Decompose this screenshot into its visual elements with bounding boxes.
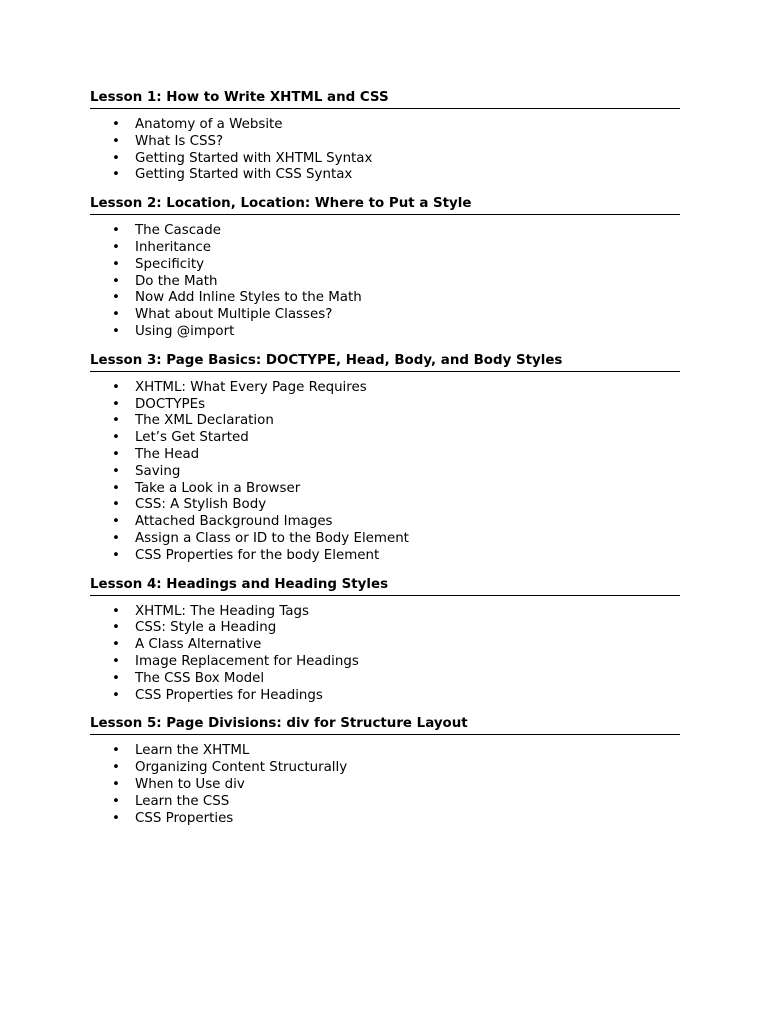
topic-label: CSS Properties [135, 810, 234, 826]
lesson-section-2 [90, 195, 680, 341]
topic-label: When to Use div [135, 776, 245, 792]
list-item [90, 151, 680, 168]
bullet-icon: • [112, 603, 120, 619]
list-item [90, 548, 680, 565]
topic-label: The Cascade [135, 223, 221, 239]
bullet-icon: • [112, 514, 120, 530]
list-item [90, 240, 680, 257]
topic-label: CSS Properties for the body Element [135, 547, 380, 563]
bullet-icon: • [112, 413, 120, 429]
lesson-heading: Lesson 2: Location, Location: Where to Put a Style [90, 195, 680, 215]
topic-label: Inheritance [135, 239, 211, 255]
list-item [90, 223, 680, 240]
list-item [90, 671, 680, 688]
topic-label: Attached Background Images [135, 514, 333, 530]
bullet-icon: • [112, 620, 120, 636]
bullet-icon: • [112, 653, 120, 669]
list-item [90, 134, 680, 151]
list-item [90, 637, 680, 654]
bullet-icon: • [112, 670, 120, 686]
topic-label: Learn the XHTML [135, 743, 250, 759]
list-item [90, 167, 680, 184]
list-item [90, 604, 680, 621]
document-page [90, 89, 680, 838]
topic-label: Image Replacement for Headings [135, 653, 359, 669]
lesson-heading: Lesson 5: Page Divisions: div for Structure Layout [90, 715, 680, 735]
list-item [90, 794, 680, 811]
lesson-section-4 [90, 576, 680, 705]
list-item [90, 464, 680, 481]
topic-label: CSS Properties for Headings [135, 687, 323, 703]
list-item [90, 777, 680, 794]
bullet-icon: • [112, 446, 120, 462]
topic-label: Getting Started with XHTML Syntax [135, 150, 373, 166]
list-item [90, 413, 680, 430]
topic-list [90, 604, 680, 705]
bullet-icon: • [112, 117, 120, 132]
bullet-icon: • [112, 776, 120, 792]
list-item [90, 380, 680, 397]
topic-label: The Head [135, 446, 200, 462]
bullet-icon: • [112, 480, 120, 496]
list-item [90, 531, 680, 548]
list-item [90, 620, 680, 637]
bullet-icon: • [112, 307, 120, 323]
topic-label: Anatomy of a Website [135, 117, 283, 132]
bullet-icon: • [112, 547, 120, 563]
list-item [90, 743, 680, 760]
topic-label: The CSS Box Model [135, 670, 265, 686]
list-item [90, 811, 680, 828]
topic-label: DOCTYPEs [135, 396, 206, 412]
bullet-icon: • [112, 223, 120, 239]
bullet-icon: • [112, 810, 120, 826]
bullet-icon: • [112, 687, 120, 703]
bullet-icon: • [112, 497, 120, 513]
bullet-icon: • [112, 463, 120, 479]
topic-label: XHTML: The Heading Tags [135, 603, 309, 619]
topic-label: Do the Math [135, 273, 218, 289]
lesson-section-3 [90, 352, 680, 565]
topic-label: What about Multiple Classes? [135, 307, 333, 323]
lesson-heading: Lesson 4: Headings and Heading Styles [90, 576, 680, 596]
list-item [90, 324, 680, 341]
topic-list [90, 223, 680, 341]
topic-label: Using @import [135, 323, 235, 339]
bullet-icon: • [112, 379, 120, 395]
topic-label: CSS: A Stylish Body [135, 497, 267, 513]
list-item [90, 307, 680, 324]
list-item [90, 654, 680, 671]
lesson-heading: Lesson 3: Page Basics: DOCTYPE, Head, Body, and Body Styles [90, 352, 680, 372]
bullet-icon: • [112, 743, 120, 759]
topic-label: Take a Look in a Browser [135, 480, 301, 496]
topic-list [90, 743, 680, 827]
topic-label: Specificity [135, 256, 205, 272]
bullet-icon: • [112, 396, 120, 412]
bullet-icon: • [112, 530, 120, 546]
bullet-icon: • [112, 637, 120, 653]
topic-list [90, 380, 680, 565]
list-item [90, 688, 680, 705]
lesson-heading: Lesson 1: How to Write XHTML and CSS [90, 89, 680, 109]
bullet-icon: • [112, 760, 120, 776]
topic-label: Now Add Inline Styles to the Math [135, 290, 362, 306]
bullet-icon: • [112, 167, 120, 183]
lesson-section-5 [90, 715, 680, 827]
bullet-icon: • [112, 150, 120, 166]
list-item [90, 430, 680, 447]
list-item [90, 274, 680, 291]
list-item [90, 117, 680, 134]
list-item [90, 290, 680, 307]
bullet-icon: • [112, 793, 120, 809]
topic-label: Getting Started with CSS Syntax [135, 167, 353, 183]
list-item [90, 397, 680, 414]
bullet-icon: • [112, 290, 120, 306]
bullet-icon: • [112, 430, 120, 446]
topic-label: Organizing Content Structurally [135, 760, 348, 776]
topic-label: XHTML: What Every Page Requires [135, 379, 367, 395]
list-item [90, 481, 680, 498]
list-item [90, 760, 680, 777]
bullet-icon: • [112, 256, 120, 272]
list-item [90, 514, 680, 531]
bullet-icon: • [112, 273, 120, 289]
topic-label: Assign a Class or ID to the Body Element [135, 530, 409, 546]
lesson-section-1 [90, 89, 680, 184]
topic-label: A Class Alternative [135, 637, 262, 653]
topic-label: Let’s Get Started [135, 430, 249, 446]
topic-list [90, 117, 680, 184]
topic-label: What Is CSS? [135, 133, 224, 149]
list-item [90, 497, 680, 514]
topic-label: Saving [135, 463, 181, 479]
list-item [90, 257, 680, 274]
bullet-icon: • [112, 239, 120, 255]
topic-label: Learn the CSS [135, 793, 230, 809]
bullet-icon: • [112, 133, 120, 149]
topic-label: The XML Declaration [135, 413, 274, 429]
list-item [90, 447, 680, 464]
bullet-icon: • [112, 323, 120, 339]
topic-label: CSS: Style a Heading [135, 620, 277, 636]
